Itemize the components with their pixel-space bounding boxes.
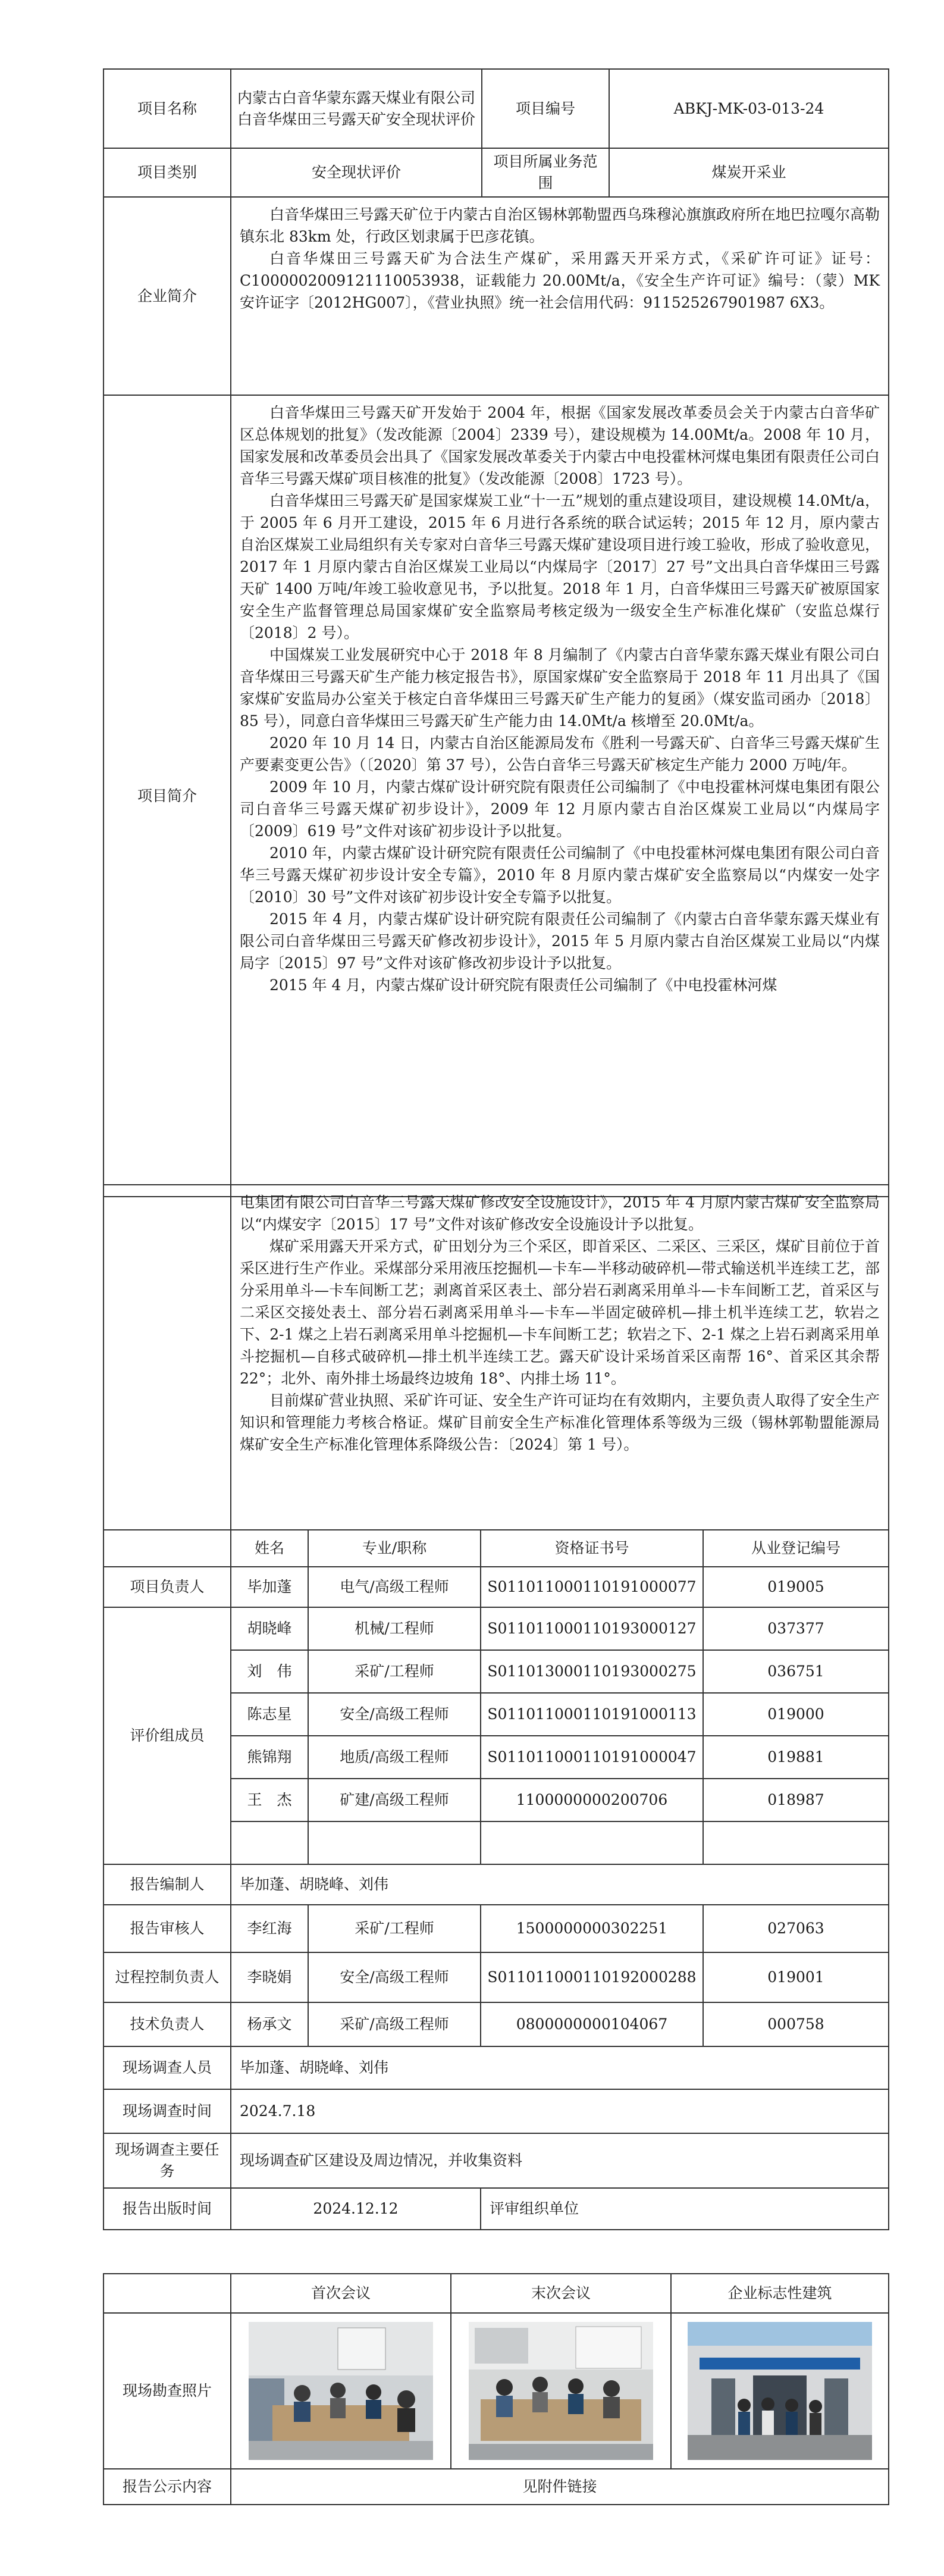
leader-title: 电气/高级工程师: [308, 1567, 481, 1607]
leader-name: 毕加蓬: [231, 1567, 308, 1607]
members-label: 评价组成员: [104, 1607, 231, 1864]
photo-first-meeting: [231, 2313, 451, 2469]
intro-para: 中国煤炭工业发展研究中心于 2018 年 8 月编制了《内蒙古白音华蒙东露天煤业有限公司白音华煤田三号露天矿生产能力核定报告书》，原国家煤矿安全监察局于 2018 年 11 月出具了《国家煤矿安监局办公室关于核定白音华煤田三号露天矿生产能力的复函》（煤安监司函办〔2018〕85 号），同意白音华煤田三号露天矿生产能力由 14.0Mt/a 核增至 20.0Mt/a。: [240, 646, 880, 730]
member-name: 王 杰: [231, 1779, 308, 1821]
member-name: 熊锦翔: [231, 1736, 308, 1779]
intro-para: 2020 年 10 月 14 日，内蒙古自治区能源局发布《胜利一号露天矿、白音华三号露天煤矿生产要素变更公告》（〔2020〕第 37 号），公告白音华三号露天矿核定生产能力 2000 万吨/年。: [240, 734, 880, 774]
public-label: 报告公示内容: [104, 2469, 231, 2505]
member-name: 胡晓峰: [231, 1607, 308, 1650]
project-intro-continued: [231, 1185, 889, 1530]
member-reg: 019000: [703, 1693, 889, 1736]
intro-para: 2010 年，内蒙古煤矿设计研究院有限责任公司编制了《中电投霍林河煤电集团有限公司白音华三号露天煤矿初步设计安全专篇》，2010 年 8 月原内蒙古煤矿安全监察局以“内煤安一处字〔2010〕30 号”文件对该矿初步设计安全专篇予以批复。: [240, 844, 880, 906]
tech-name: 杨承文: [231, 2002, 308, 2046]
tech-label: 技术负责人: [104, 2002, 231, 2046]
header-title: 专业/职称: [308, 1530, 481, 1567]
meeting-room-photo: [469, 2322, 653, 2460]
intro-para: 2009 年 10 月，内蒙古煤矿设计研究院有限责任公司编制了《中电投霍林河煤电集团有限公司白音华三号露天煤矿初步设计》，2009 年 12 月原内蒙古自治区煤炭工业局以“内煤局字〔2009〕619 号”文件对该矿初步设计予以批复。: [240, 778, 880, 840]
header-cert: 资格证书号: [481, 1530, 703, 1567]
header-name: 姓名: [231, 1530, 308, 1567]
project-name: 内蒙古白音华蒙东露天煤业有限公司白音华煤田三号露天矿安全现状评价: [231, 69, 482, 148]
member-name: 刘 伟: [231, 1650, 308, 1693]
photo-caption: 企业标志性建筑: [671, 2274, 889, 2313]
leader-reg: 019005: [703, 1567, 889, 1607]
tech-cert: 0800000000104067: [481, 2002, 703, 2046]
company-para: 白音华煤田三号露天矿位于内蒙古自治区锡林郭勒盟西乌珠穆沁旗旗政府所在地巴拉嘎尔高勒镇东北 83km 处，行政区划隶属于巴彦花镇。: [240, 206, 880, 245]
project-intro: [231, 395, 889, 1197]
compiler: 毕加蓬、胡晓峰、刘伟: [231, 1864, 889, 1905]
member-title: 地质/高级工程师: [308, 1736, 481, 1779]
survey-time-label: 现场调查时间: [104, 2089, 231, 2133]
scope: 煤炭开采业: [609, 148, 889, 197]
building-photo: [688, 2322, 872, 2460]
member-title: 采矿/工程师: [308, 1650, 481, 1693]
intro-para: 2015 年 4 月，内蒙古煤矿设计研究院有限责任公司编制了《内蒙古白音华蒙东露天煤业有限公司白音华煤田三号露天矿修改初步设计》，2015 年 5 月原内蒙古自治区煤炭工业局以“内煤局字〔2015〕97 号”文件对该矿修改初步设计予以批复。: [240, 910, 880, 972]
project-no-label: 项目编号: [482, 69, 609, 148]
survey-staff-label: 现场调查人员: [104, 2046, 231, 2089]
member-cert: 1100000000200706: [481, 1779, 703, 1821]
report-date-label: 报告出版时间: [104, 2188, 231, 2230]
survey-task: 现场调查矿区建设及周边情况，并收集资料: [231, 2133, 889, 2188]
report-date: 2024.12.12: [231, 2188, 481, 2230]
company-para: 白音华煤田三号露天矿为合法生产煤矿，采用露天开采方式，《采矿许可证》证号：C1000002009121110053938，证载能力 20.00Mt/a，《安全生产许可证》编号：（蒙）MK 安许证字〔2012HG007〕，《营业执照》统一社会信用代码：911525267901987 6X3。: [240, 250, 880, 311]
intro-para: 电集团有限公司白音华三号露天煤矿修改安全设施设计》，2015 年 4 月原内蒙古煤矿安全监察局以“内煤安字〔2015〕17 号”文件对该矿修改安全设施设计予以批复。: [240, 1194, 880, 1233]
review-org-label: 评审组织单位: [481, 2188, 703, 2230]
intro-para: 煤矿采用露天开采方式，矿田划分为三个采区，即首采区、二采区、三采区，煤矿目前位于首采区进行生产作业。采煤部分采用液压挖掘机—卡车—半移动破碎机—带式输送机半连续工艺，部分采用单斗—卡车间断工艺；剥离首采区表土、部分岩石剥离采用单斗—卡车间断工艺，首采区与二采区交接处表土、部分岩石剥离采用单斗—卡车—半固定破碎机—排土机半连续工艺，软岩之下、2-1 煤之上岩石剥离采用单斗挖掘机—卡车间断工艺；软岩之下、2-1 煤之上岩石剥离采用单斗挖掘机—自移式破碎机—排土机半连续工艺。露天矿设计采场首采区南帮 16°、首采区其余帮 22°；北外、南外排土场最终边坡角 18°、内排土场 11°。: [240, 1238, 880, 1387]
reviewer-title: 采矿/工程师: [308, 1905, 481, 1952]
member-title: 机械/工程师: [308, 1607, 481, 1650]
review-org: [703, 2188, 889, 2230]
intro-para: 2015 年 4 月，内蒙古煤矿设计研究院有限责任公司编制了《中电投霍林河煤: [269, 976, 777, 994]
process-reg: 019001: [703, 1952, 889, 2002]
photo-caption: 首次会议: [231, 2274, 451, 2313]
process-name: 李晓娟: [231, 1952, 308, 2002]
category-label: 项目类别: [104, 148, 231, 197]
table-part-3: [103, 2273, 889, 2505]
reviewer-reg: 027063: [703, 1905, 889, 1952]
intro-label: 项目简介: [104, 395, 231, 1197]
survey-time: 2024.7.18: [231, 2089, 889, 2133]
member-reg: 037377: [703, 1607, 889, 1650]
member-title: 矿建/高级工程师: [308, 1779, 481, 1821]
project-no: ABKJ-MK-03-013-24: [609, 69, 889, 148]
table-part-1: [103, 68, 889, 1197]
process-cert: S011011000110192000288: [481, 1952, 703, 2002]
member-name: 陈志星: [231, 1693, 308, 1736]
member-title: [308, 1821, 481, 1864]
photo-landmark-building: [671, 2313, 889, 2469]
table-part-2: [103, 1184, 889, 2230]
meeting-room-photo: [249, 2322, 433, 2460]
member-cert: S011011000110191000047: [481, 1736, 703, 1779]
photo-caption: 末次会议: [451, 2274, 671, 2313]
member-reg: 036751: [703, 1650, 889, 1693]
scope-label: 项目所属业务范围: [482, 148, 609, 197]
survey-staff: 毕加蓬、胡晓峰、刘伟: [231, 2046, 889, 2089]
intro-para: 白音华煤田三号露天矿开发始于 2004 年，根据《国家发展改革委员会关于内蒙古白音华矿区总体规划的批复》（发改能源〔2004〕2339 号），建设规模为 14.00Mt/a。2008 年 10 月，国家发展和改革委员会出具了《国家发展改革委关于内蒙古中电投霍林河煤电集团有限责任公司白音华三号露天煤矿项目核准的批复》（发改能源〔2008〕1723 号）。: [240, 404, 880, 487]
member-cert: S011011000110193000127: [481, 1607, 703, 1650]
process-label: 过程控制负责人: [104, 1952, 231, 2002]
survey-task-label: 现场调查主要任务: [104, 2133, 231, 2188]
header-reg: 从业登记编号: [703, 1530, 889, 1567]
reviewer-cert: 1500000000302251: [481, 1905, 703, 1952]
photo-last-meeting: [451, 2313, 671, 2469]
reviewer-label: 报告审核人: [104, 1905, 231, 1952]
project-name-label: 项目名称: [104, 69, 231, 148]
member-reg: 018987: [703, 1779, 889, 1821]
leader-label: 项目负责人: [104, 1567, 231, 1607]
member-name: [231, 1821, 308, 1864]
member-title: 安全/高级工程师: [308, 1693, 481, 1736]
process-title: 安全/高级工程师: [308, 1952, 481, 2002]
member-cert: S011013000110193000275: [481, 1650, 703, 1693]
compiler-label: 报告编制人: [104, 1864, 231, 1905]
intro-para: 目前煤矿营业执照、采矿许可证、安全生产许可证均在有效期内，主要负责人取得了安全生产知识和管理能力考核合格证。煤矿目前安全生产标准化管理体系等级为三级（锡林郭勒盟能源局 煤矿安全生产标准化管理体系降级公告：〔2024〕第 1 号）。: [240, 1392, 880, 1453]
member-reg: 019881: [703, 1736, 889, 1779]
member-cert: [481, 1821, 703, 1864]
company-label: 企业简介: [104, 197, 231, 395]
public-value[interactable]: 见附件链接: [231, 2469, 889, 2505]
leader-cert: S011011000110191000077: [481, 1567, 703, 1607]
intro-para: 白音华煤田三号露天矿是国家煤炭工业“十一五”规划的重点建设项目，建设规模 14.0Mt/a，于 2005 年 6 月开工建设，2015 年 6 月进行各系统的联合试运转；2015 年 12 月，原内蒙古自治区煤炭工业局组织有关专家对白音华三号露天煤矿建设项目进行竣工验收，形成了验收意见，2017 年 1 月原内蒙古自治区煤炭工业局以“内煤局字〔2017〕27 号”文出具白音华煤田三号露天矿 1400 万吨/年竣工验收意见书，予以批复。2018 年 1 月，白音华煤田三号露天矿被原国家安全生产监督管理总局国家煤矿安全监察局考核定级为一级安全生产标准化煤矿（安监总煤行〔2018〕2 号）。: [240, 492, 880, 641]
reviewer-name: 李红海: [231, 1905, 308, 1952]
photos-label: 现场勘查照片: [104, 2313, 231, 2469]
category: 安全现状评价: [231, 148, 482, 197]
tech-reg: 000758: [703, 2002, 889, 2046]
tech-title: 采矿/高级工程师: [308, 2002, 481, 2046]
member-cert: S011011000110191000113: [481, 1693, 703, 1736]
company-intro: [231, 197, 889, 395]
member-reg: [703, 1821, 889, 1864]
